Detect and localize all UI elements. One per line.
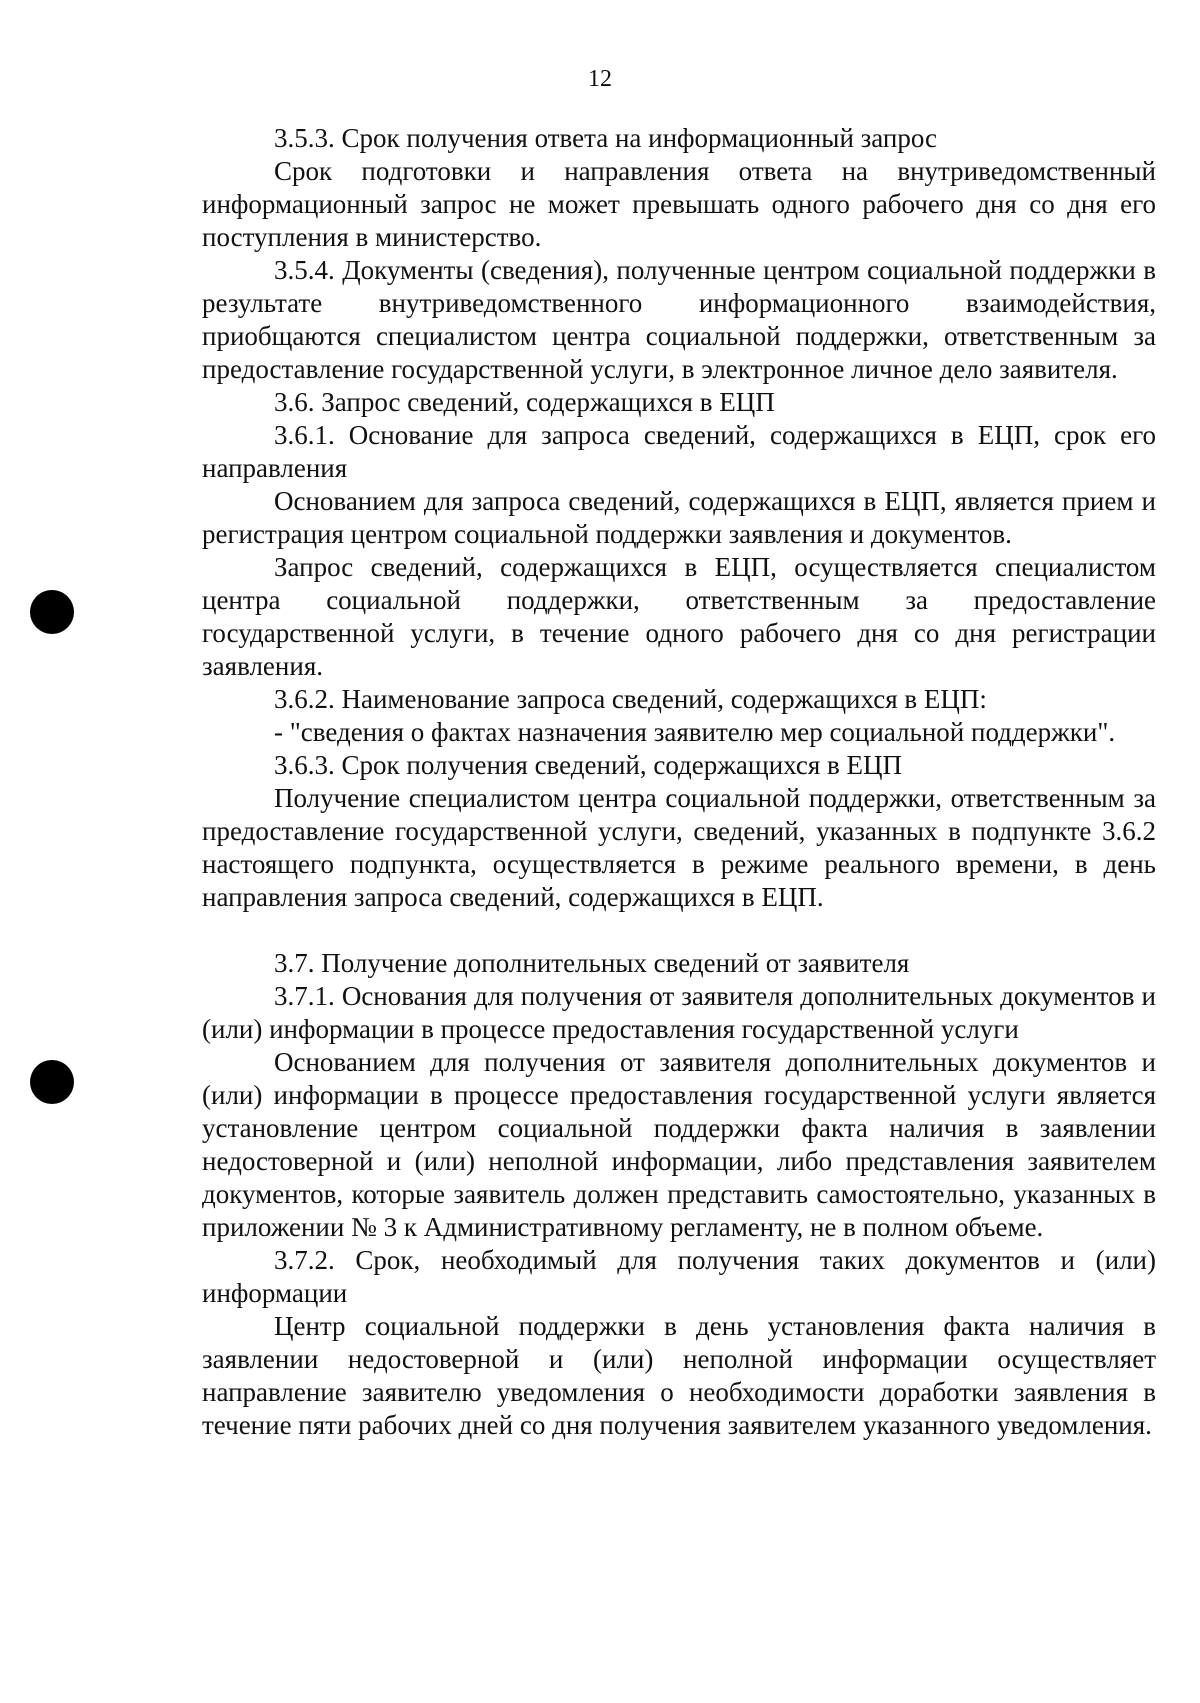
section-heading-3-7-2: 3.7.2. Срок, необходимый для получения таких документов и (или) информации: [202, 1245, 1156, 1308]
section-heading-3-6-1: 3.6.1. Основание для запроса сведений, содержащихся в ЕЦП, срок его направления: [202, 420, 1156, 483]
section-heading-3-6-2: 3.6.2. Наименование запроса сведений, содержащихся в ЕЦП:: [274, 684, 987, 714]
punch-hole-mark: [30, 590, 74, 634]
paragraph: Запрос сведений, содержащихся в ЕЦП, осуществляется специалистом центра социальной поддержки, ответственным за предоставление государственной услуги, в течение одного рабочего дня со дня регистрации заявления.: [202, 552, 1156, 681]
paragraph: Срок подготовки и направления ответа на внутриведомственный информационный запрос не может превышать одного рабочего дня со дня его поступления в министерство.: [202, 156, 1156, 252]
punch-hole-mark: [30, 1060, 74, 1104]
section-heading-3-7-1: 3.7.1. Основания для получения от заявителя дополнительных документов и (или) информации в процессе предоставления государственной услуги: [202, 981, 1156, 1044]
paragraph: Основанием для запроса сведений, содержащихся в ЕЦП, является прием и регистрация центром социальной поддержки заявления и документов.: [202, 486, 1156, 549]
section-heading-3-5-3: 3.5.3. Срок получения ответа на информационный запрос: [274, 123, 938, 153]
list-item: - "сведения о фактах назначения заявителю мер социальной поддержки".: [274, 717, 1116, 747]
paragraph: Центр социальной поддержки в день установления факта наличия в заявлении недостоверной и (или) неполной информации осуществляет направление заявителю уведомления о необходимости доработки заявления в течение пяти рабочих дней со дня получения заявителем указанного уведомления.: [202, 1311, 1156, 1440]
section-heading-3-7: 3.7. Получение дополнительных сведений от заявителя: [274, 948, 910, 978]
section-heading-3-5-4: 3.5.4. Документы (сведения), полученные центром социальной поддержки в результате внутриведомственного информационного взаимодействия, приобщаются специалистом центра социальной поддержки, ответственным за предоставление государственной услуги, в электронное личное дело заявителя.: [202, 255, 1156, 384]
paragraph: Основанием для получения от заявителя дополнительных документов и (или) информации в процессе предоставления государственной услуги является установление центром социальной поддержки факта наличия в заявлении недостоверной и (или) неполной информации, либо представления заявителем документов, которые заявитель должен представить самостоятельно, указанных в приложении № 3 к Административному регламенту, не в полном объеме.: [202, 1047, 1156, 1242]
section-heading-3-6: 3.6. Запрос сведений, содержащихся в ЕЦП: [274, 387, 775, 417]
paragraph: Получение специалистом центра социальной поддержки, ответственным за предоставление государственной услуги, сведений, указанных в подпункте 3.6.2 настоящего подпункта, осуществляется в режиме реального времени, в день направления запроса сведений, содержащихся в ЕЦП.: [202, 783, 1156, 912]
section-heading-3-6-3: 3.6.3. Срок получения сведений, содержащихся в ЕЦП: [274, 750, 903, 780]
page-number: 12: [588, 66, 612, 92]
document-body: [202, 122, 1156, 1442]
